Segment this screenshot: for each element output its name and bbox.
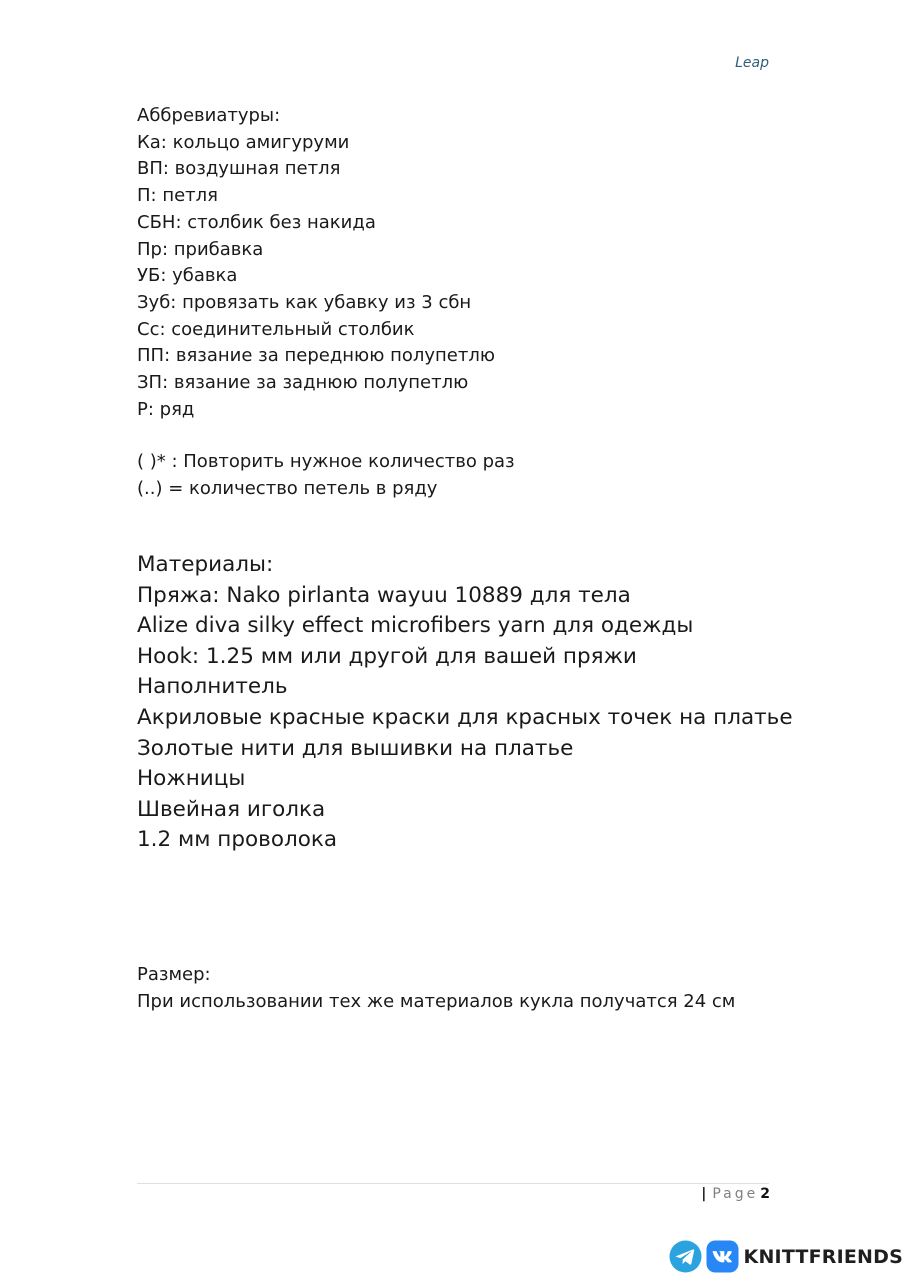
size-heading: Размер: [137,964,211,985]
material-item: Наполнитель [137,674,288,700]
materials-section [137,550,793,856]
materials-heading: Материалы: [137,552,274,577]
document-header-title: Leap [735,55,769,71]
abbreviation-item: Зуб: провязать как убавку из 3 сбн [137,291,472,313]
notation-note: (..) = количество петель в ряду [137,478,438,499]
footer-divider [137,1183,769,1184]
material-item: Пряжа: Nako pirlanta wayuu 10889 для тела [137,582,631,608]
material-item: Золотые нити для вышивки на платье [137,735,574,761]
page-number: 2 [760,1186,770,1202]
material-item: Ножницы [137,766,246,792]
telegram-icon [669,1240,702,1273]
page-separator-bar: | [701,1186,707,1202]
abbreviation-item: ВП: воздушная петля [137,158,341,180]
page-number-label [701,1186,770,1202]
abbreviation-item: ПП: вязание за переднюю полупетлю [137,345,495,367]
abbreviation-item: Сс: соединительный столбик [137,318,415,340]
material-item: Hook: 1.25 мм или другой для вашей пряжи [137,643,637,669]
abbreviations-section [137,103,495,423]
abbreviation-item: Ка: кольцо амигуруми [137,131,350,153]
abbreviation-item: П: петля [137,185,218,207]
abbreviation-item: Р: ряд [137,398,195,420]
abbreviations-heading: Аббревиатуры: [137,105,281,126]
abbreviation-item: Пр: прибавка [137,238,264,260]
page-word: Page [712,1186,759,1202]
brand-watermark [669,1240,903,1273]
brand-name: KNITTFRIENDS [743,1245,903,1268]
notation-note: ( )* : Повторить нужное количество раз [137,451,515,472]
size-text: При использовании тех же материалов кукла получатся 24 см [137,991,736,1012]
vk-icon [706,1240,739,1273]
abbreviation-item: СБН: столбик без накида [137,211,376,233]
material-item: Швейная иголка [137,796,326,822]
abbreviation-item: УБ: убавка [137,265,238,287]
material-item: Акриловые красные краски для красных точек на платье [137,704,793,730]
notation-notes-section [137,448,515,502]
size-section [137,961,735,1015]
abbreviation-item: ЗП: вязание за заднюю полупетлю [137,372,469,394]
material-item: 1.2 мм проволока [137,827,338,853]
material-item: Alize diva silky effect microfibers yarn для одежды [137,613,694,639]
